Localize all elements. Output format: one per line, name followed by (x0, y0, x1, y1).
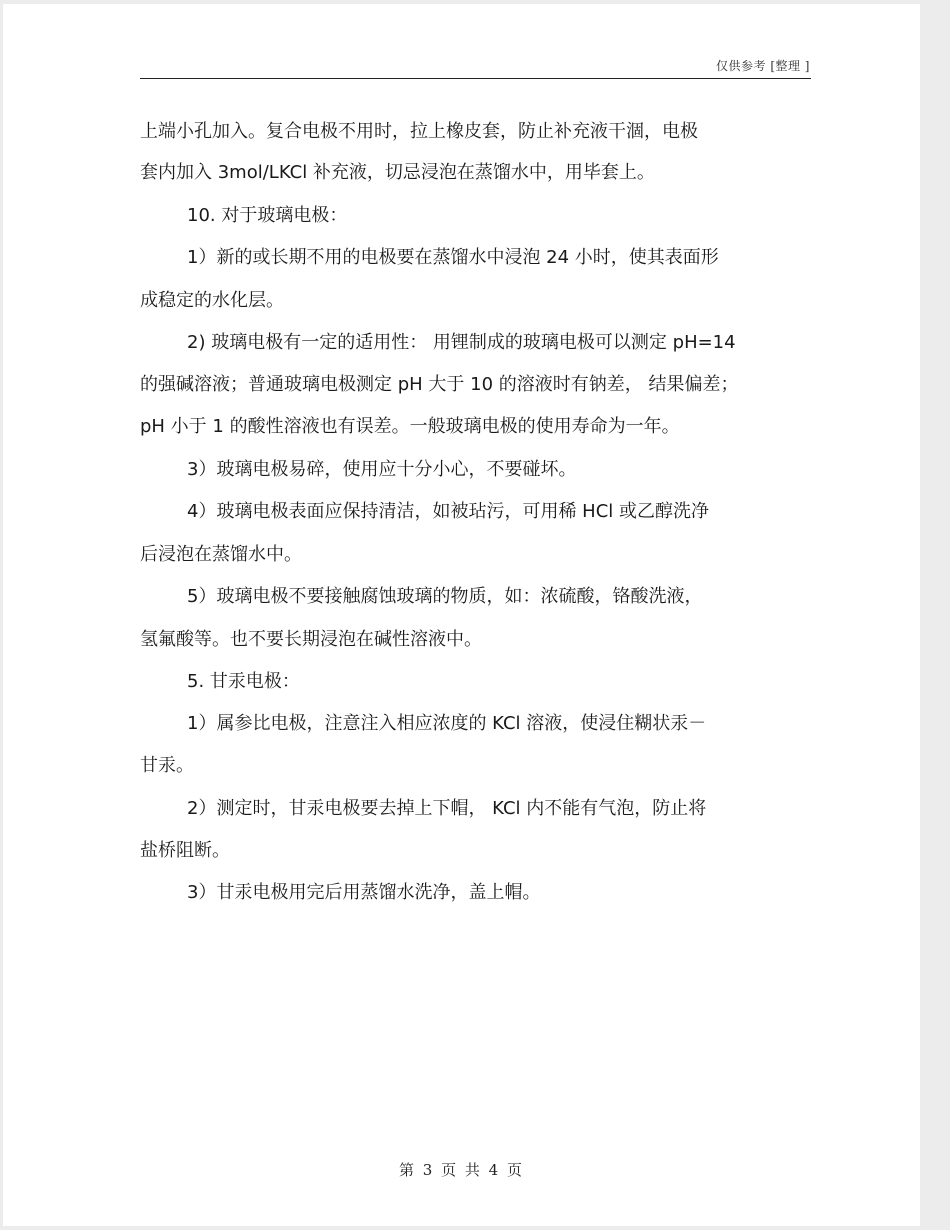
body-line: 甘汞。 (140, 755, 194, 776)
body-line: 1）属参比电极，注意注入相应浓度的 KCl 溶液，使浸住糊状汞－ (187, 713, 707, 734)
page-number: 第 3 页 共 4 页 (399, 1161, 524, 1179)
body-line: 成稳定的水化层。 (140, 290, 284, 311)
body-line: 套内加入 3mol/LKCl 补充液，切忌浸泡在蒸馏水中，用毕套上。 (140, 162, 655, 183)
body-line: 盐桥阻断。 (140, 840, 230, 861)
body-line: 1）新的或长期不用的电极要在蒸馏水中浸泡 24 小时，使其表面形 (187, 247, 719, 268)
header-note: 仅供参考 [整理 ] (716, 59, 810, 73)
section-heading: 5. 甘汞电极： (187, 671, 300, 692)
body-line: 的强碱溶液；普通玻璃电极测定 pH 大于 10 的溶液时有钠差， 结果偏差； (140, 374, 739, 395)
section-heading: 10. 对于玻璃电极： (187, 205, 348, 226)
body-line: 2）测定时，甘汞电极要去掉上下帽， KCl 内不能有气泡，防止将 (187, 798, 707, 819)
body-line: pH 小于 1 的酸性溶液也有误差。一般玻璃电极的使用寿命为一年。 (140, 416, 680, 437)
body-line: 4）玻璃电极表面应保持清洁，如被玷污，可用稀 HCl 或乙醇洗净 (187, 501, 709, 522)
body-line: 3）玻璃电极易碎，使用应十分小心，不要碰坏。 (187, 459, 577, 480)
body-line: 后浸泡在蒸馏水中。 (140, 544, 302, 565)
body-line: 2) 玻璃电极有一定的适用性： 用锂制成的玻璃电极可以测定 pH=14 (187, 332, 736, 353)
body-line: 5）玻璃电极不要接触腐蚀玻璃的物质，如：浓硫酸，铬酸洗液， (187, 586, 703, 607)
document-page (3, 4, 920, 1226)
body-line: 氢氟酸等。也不要长期浸泡在碱性溶液中。 (140, 629, 482, 650)
body-line: 上端小孔加入。复合电极不用时，拉上橡皮套，防止补充液干涸，电极 (140, 121, 698, 142)
header-divider (140, 78, 811, 79)
body-line: 3）甘汞电极用完后用蒸馏水洗净，盖上帽。 (187, 882, 541, 903)
